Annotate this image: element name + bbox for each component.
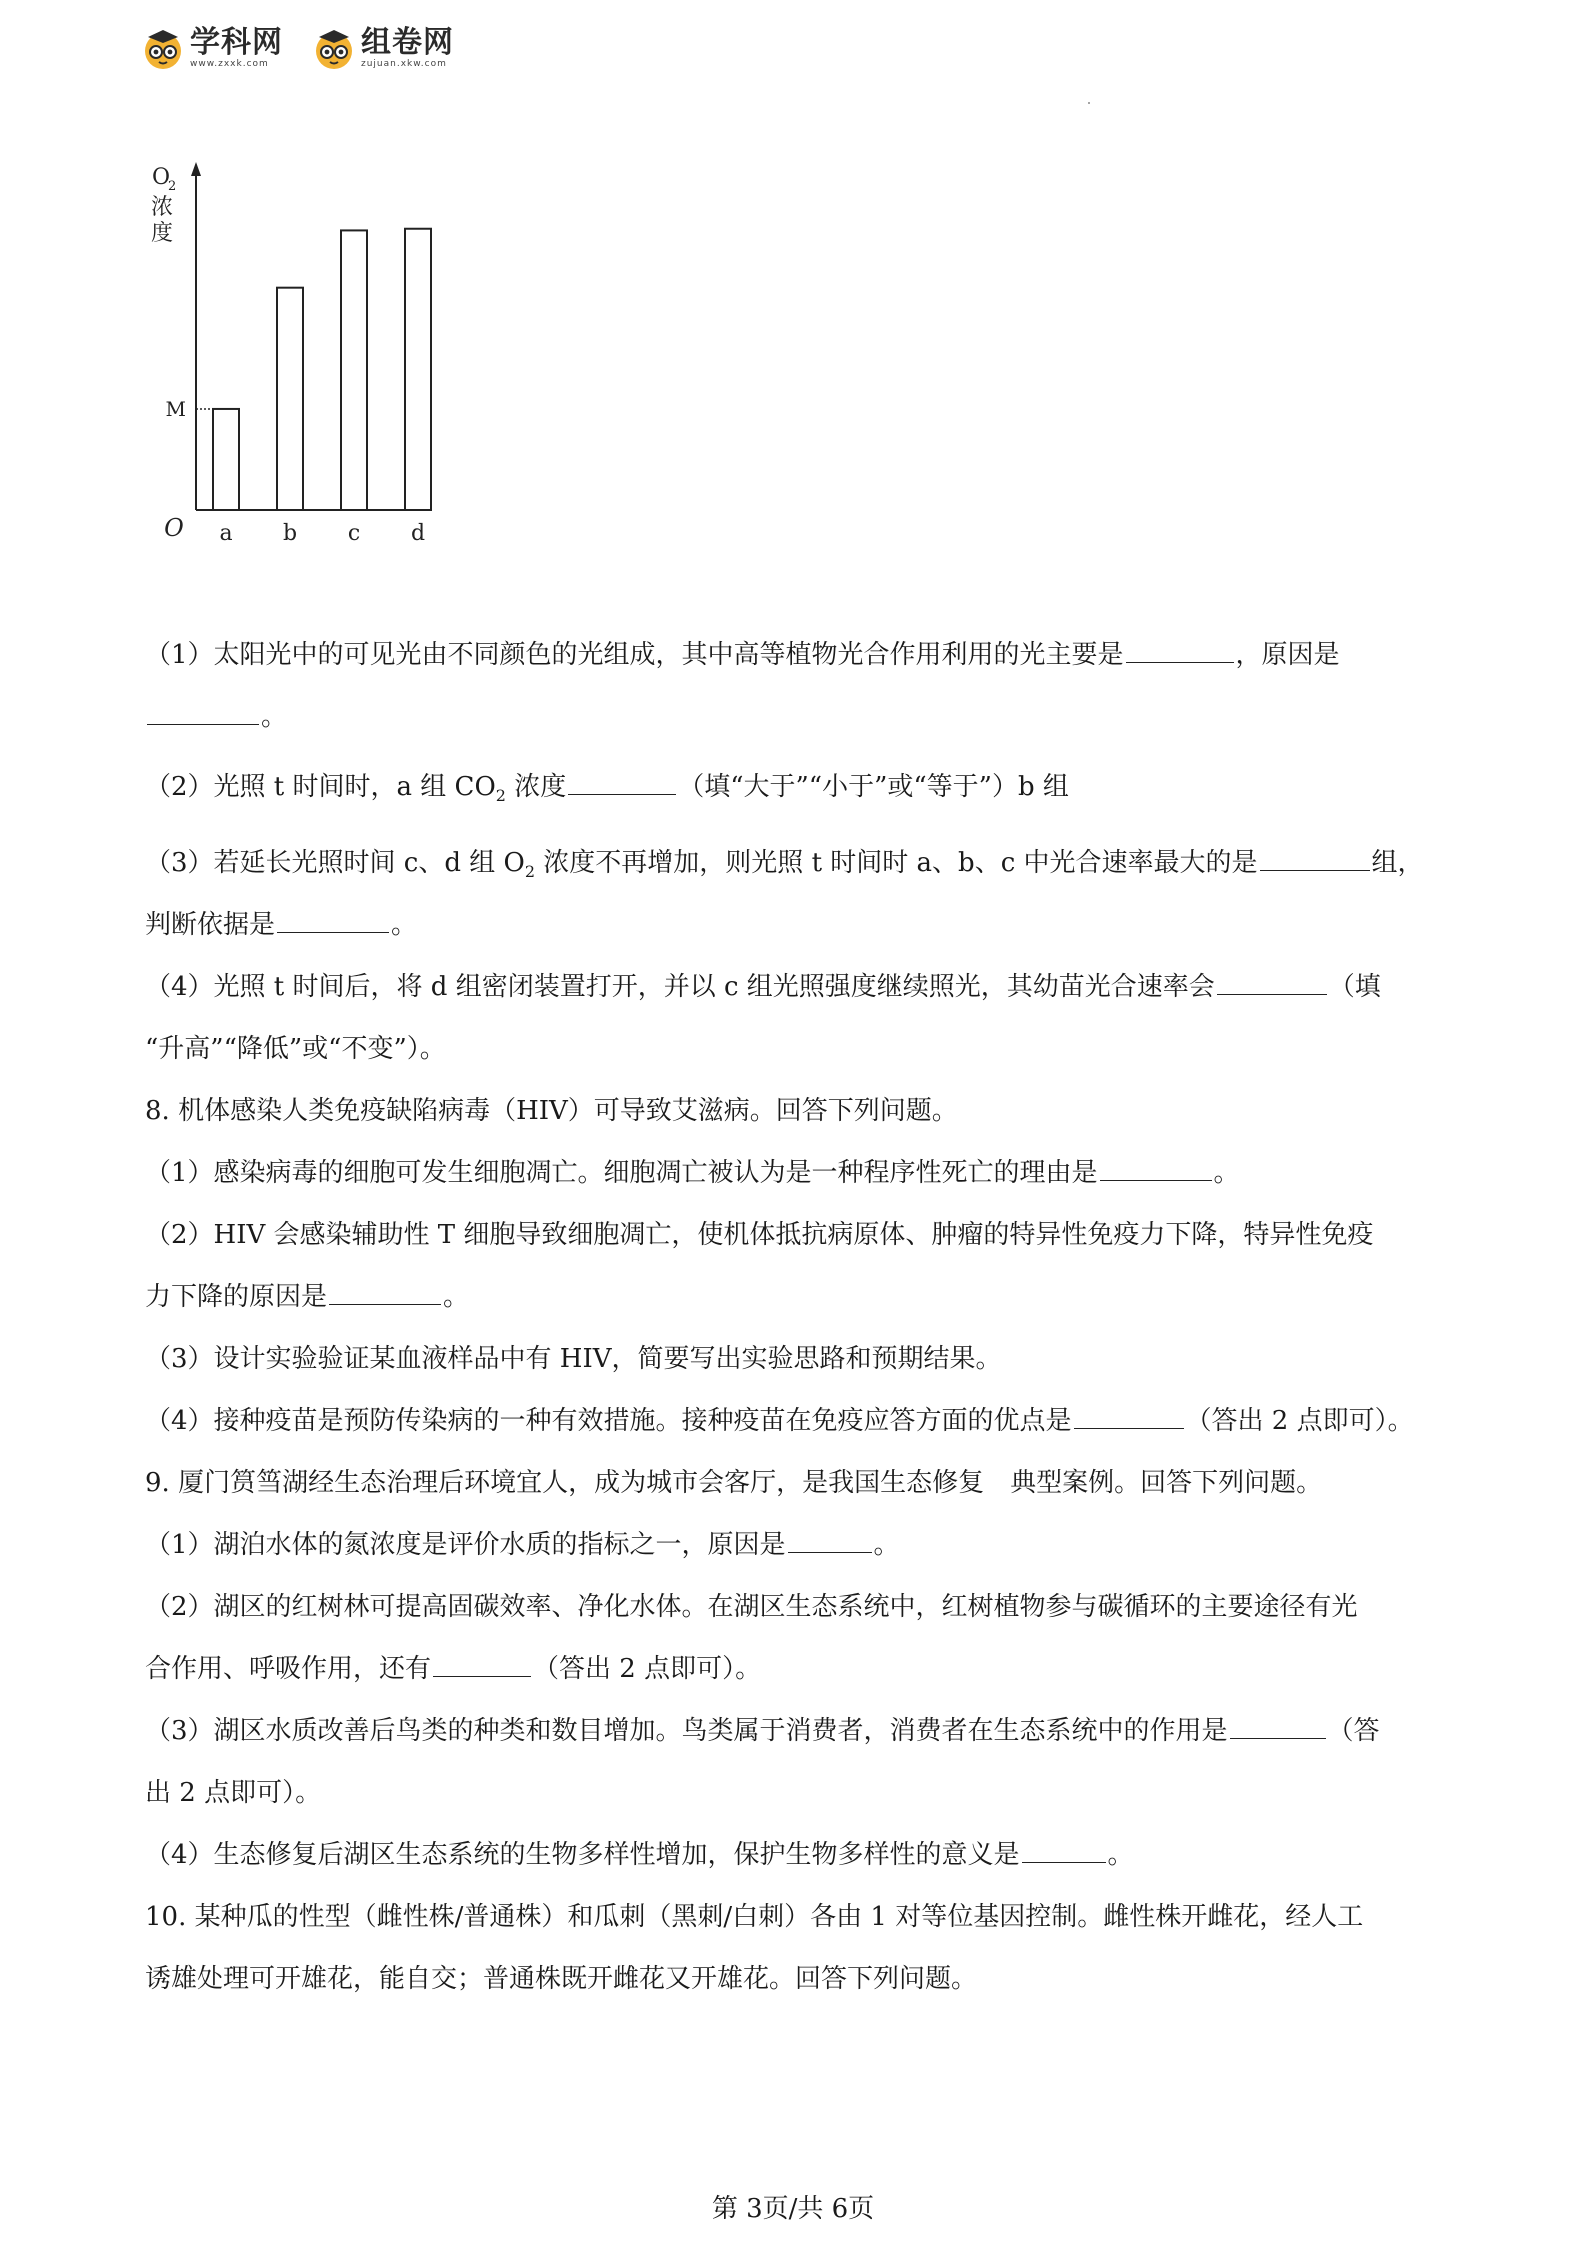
chart-bars: [213, 229, 431, 510]
answer-blank[interactable]: [788, 1528, 872, 1553]
answer-blank[interactable]: [1022, 1838, 1106, 1863]
q8-part4: （4）接种疫苗是预防传染病的一种有效措施。接种疫苗在免疫应答方面的优点是 （答出 2 点即可）。: [145, 1406, 1414, 1436]
y-axis-label-subscript: 2: [168, 179, 177, 194]
x-tick-label: a: [219, 521, 233, 546]
y-axis-label: O: [152, 165, 171, 190]
x-tick-label: b: [282, 521, 298, 546]
logo-name: 学科网: [190, 24, 283, 60]
bar: [213, 409, 239, 510]
q8-part2-line1: （2）HIV 会感染辅助性 T 细胞导致细胞凋亡，使机体抵抗病原体、肿瘤的特异性免疫力下降，特异性免疫: [145, 1220, 1374, 1250]
answer-blank[interactable]: [568, 770, 676, 795]
q7-part4-line1: （4）光照 t 时间后，将 d 组密闭装置打开，并以 c 组光照强度继续照光，其幼苗光合速率会 （填: [145, 972, 1381, 1002]
answer-blank[interactable]: [147, 700, 259, 725]
owl-mascot-icon: [311, 25, 357, 71]
answer-blank[interactable]: [1230, 1714, 1326, 1739]
logo-url: www.zxxk.com: [190, 58, 269, 69]
logo-zujuan: [311, 25, 454, 71]
logo-zxxk: [140, 25, 283, 71]
q10-stem-line1: 10. 某种瓜的性型（雌性株/普通株）和瓜刺（黑刺/白刺）各由 1 对等位基因控制。雌性株开雌花，经人工: [145, 1902, 1364, 1932]
q8-stem: 8. 机体感染人类免疫缺陷病毒（HIV）可导致艾滋病。回答下列问题。: [145, 1096, 958, 1126]
answer-blank[interactable]: [329, 1280, 441, 1305]
logo-url: zujuan.xkw.com: [361, 58, 447, 69]
header-logos: [140, 18, 482, 78]
answer-blank[interactable]: [433, 1652, 531, 1677]
bar: [341, 230, 367, 510]
bar: [405, 229, 431, 510]
q9-part1: （1）湖泊水体的氮浓度是评价水质的指标之一，原因是 。: [145, 1530, 900, 1560]
q9-stem: 9. 厦门筼筜湖经生态治理后环境宜人，成为城市会客厅，是我国生态修复 典型案例。回答下列问题。: [145, 1468, 1323, 1498]
y-axis-label-char: 浓: [150, 195, 174, 220]
logo-name: 组卷网: [361, 24, 454, 60]
q7-part4-line2: “升高”“降低”或“不变”）。: [145, 1034, 446, 1064]
scan-speck: [1088, 102, 1090, 104]
x-tick-label: d: [410, 521, 426, 546]
y-axis-arrow: [191, 162, 201, 176]
origin-label: O: [164, 514, 184, 542]
question-body: [145, 624, 1445, 2010]
answer-blank[interactable]: [1260, 846, 1370, 871]
q8-part3: （3）设计实验验证某血液样品中有 HIV，简要写出实验思路和预期结果。: [145, 1344, 1002, 1374]
page-number: 第 3页/共 6页: [711, 2194, 875, 2224]
q10-stem-line2: 诱雄处理可开雄花，能自交；普通株既开雌花又开雄花。回答下列问题。: [145, 1964, 978, 1994]
q8-part2-line2: 力下降的原因是 。: [145, 1282, 470, 1312]
q8-part1: （1）感染病毒的细胞可发生细胞凋亡。细胞凋亡被认为是一种程序性死亡的理由是 。: [145, 1158, 1240, 1188]
q7-part1-line1: （1）太阳光中的可见光由不同颜色的光组成，其中高等植物光合作用利用的光主要是 ，原因是: [145, 640, 1340, 670]
answer-blank[interactable]: [1100, 1156, 1212, 1181]
answer-blank[interactable]: [1217, 970, 1327, 995]
answer-blank[interactable]: [277, 908, 389, 933]
q9-part4: （4）生态修复后湖区生态系统的生物多样性增加，保护生物多样性的意义是 。: [145, 1840, 1134, 1870]
q9-part2-line1: （2）湖区的红树林可提高固碳效率、净化水体。在湖区生态系统中，红树植物参与碳循环的主要途径有光: [145, 1592, 1358, 1622]
q9-part3-line2: 出 2 点即可）。: [145, 1778, 322, 1808]
owl-mascot-icon: [140, 25, 186, 71]
q9-part2-line2: 合作用、呼吸作用，还有 （答出 2 点即可）。: [145, 1654, 762, 1684]
answer-blank[interactable]: [1074, 1404, 1184, 1429]
x-tick-label: c: [347, 521, 361, 546]
reference-label: M: [165, 396, 186, 421]
answer-blank[interactable]: [1126, 638, 1234, 663]
q7-part3-line2: 判断依据是 。: [145, 910, 418, 940]
bar: [277, 288, 303, 510]
o2-concentration-bar-chart: [140, 140, 600, 590]
q7-part2: （2）光照 t 时间时，a 组 $CO_2$ 浓度 （填“大于”“小于”或“等于”）b 组: [145, 772, 1069, 806]
q9-part3-line1: （3）湖区水质改善后鸟类的种类和数目增加。鸟类属于消费者，消费者在生态系统中的作用是 （答: [145, 1716, 1380, 1746]
q7-part1-line2: 。: [145, 686, 1445, 748]
y-axis-label-char: 度: [150, 221, 174, 246]
q7-part3-line1: （3）若延长光照时间 c、d 组 $O_2$ 浓度不再增加，则光照 t 时间时 a、b、c 中光合速率最大的是 组，: [145, 848, 1424, 882]
